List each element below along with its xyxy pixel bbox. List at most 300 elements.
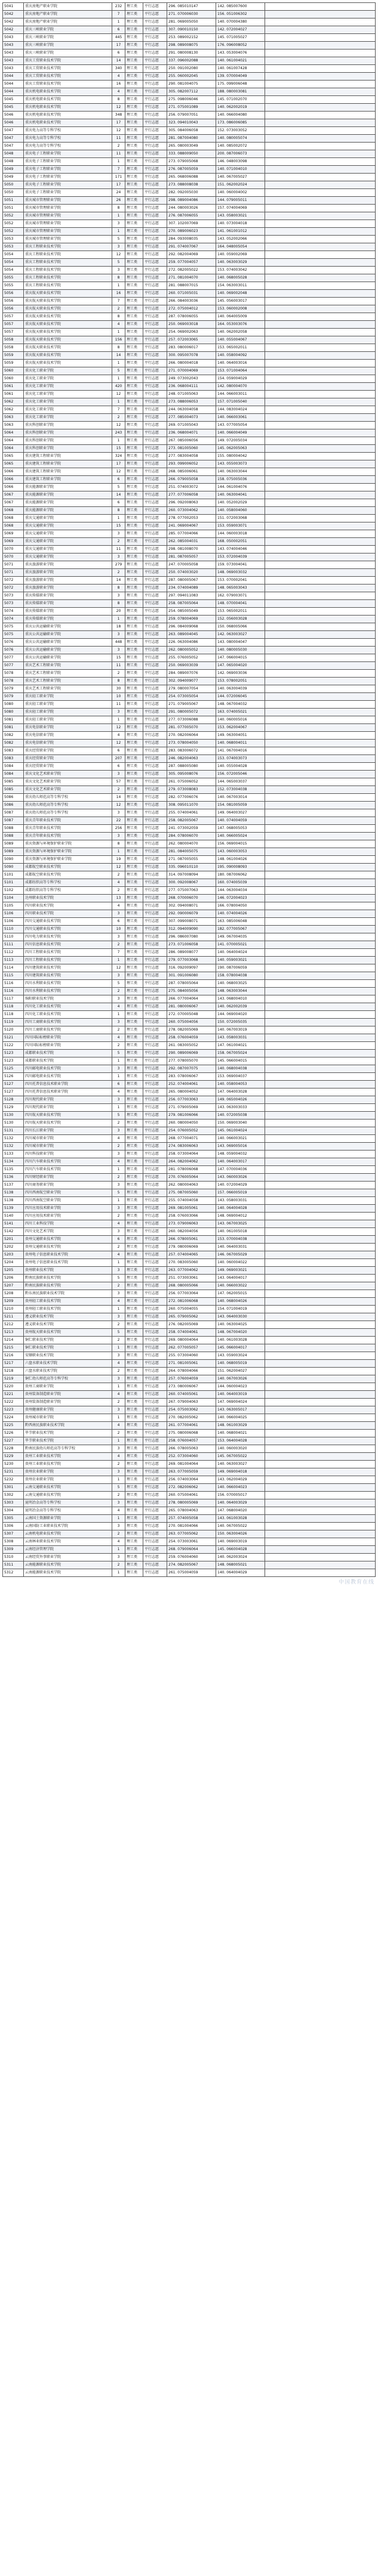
plan-count-cell: 1	[112, 1166, 125, 1174]
school-code-cell: 5134	[3, 1158, 24, 1166]
plan-count-cell: 3	[112, 809, 125, 817]
admission-mode-cell: 平行志愿	[143, 1120, 167, 1127]
plan-count-cell: 5	[112, 1112, 125, 1120]
school-name-cell: 铜仁职业技术学院	[24, 1344, 112, 1352]
school-code-cell: 5064	[3, 437, 24, 445]
table-row	[3, 879, 376, 887]
admission-mode-cell: 平行志愿	[143, 1081, 167, 1088]
subject-type-cell: 理工类	[125, 414, 143, 422]
empty-cell	[265, 1515, 376, 1523]
school-name-cell: 重庆建筑工程职业学院	[24, 460, 112, 468]
admission-mode-cell: 平行志愿	[143, 1523, 167, 1530]
score-cell: 261. 075004059	[167, 1569, 216, 1577]
score-cell: 275. 098006046	[167, 96, 216, 104]
school-name-cell: 成都纺织高等专科学校	[24, 879, 112, 887]
admission-mode-cell: 平行志愿	[143, 491, 167, 499]
admission-mode-cell: 平行志愿	[143, 1298, 167, 1306]
subject-type-cell: 理工类	[125, 670, 143, 678]
school-name-cell: 重庆轻工职业学院	[24, 709, 112, 716]
school-name-cell: 重庆电子工程职业学院	[24, 166, 112, 174]
admission-mode-cell: 平行志愿	[143, 344, 167, 352]
plan-count-cell: 348	[112, 112, 125, 119]
empty-cell	[265, 150, 376, 158]
rank-cell: 143. 074004046	[216, 546, 265, 553]
subject-type-cell: 理工类	[125, 553, 143, 561]
empty-cell	[265, 592, 376, 600]
score-cell: 264. 082004062	[167, 1158, 216, 1166]
school-code-cell: 5218	[3, 1368, 24, 1375]
school-name-cell: 重庆文化艺术职业学院	[24, 786, 112, 794]
score-cell: 270. 089006023	[167, 228, 216, 236]
score-cell: 300. 092008067	[167, 879, 216, 887]
score-cell: 283. 080006017	[167, 344, 216, 352]
score-cell: 259. 077004057	[167, 259, 216, 267]
table-row	[3, 1569, 376, 1577]
score-cell: 259. 076004060	[167, 1554, 216, 1561]
plan-count-cell: 207	[112, 755, 125, 763]
plan-count-cell: 7	[112, 949, 125, 957]
subject-type-cell: 理工类	[125, 887, 143, 895]
subject-type-cell: 理工类	[125, 569, 143, 577]
score-cell: 291. 074007067	[167, 243, 216, 251]
admission-mode-cell: 平行志愿	[143, 639, 167, 647]
score-cell: 262. 077005057	[167, 1344, 216, 1352]
rank-cell: 153. 071004064	[216, 367, 265, 375]
admission-mode-cell: 平行志愿	[143, 81, 167, 88]
rank-cell: 140. 064003017	[216, 1158, 265, 1166]
school-name-cell: 重庆工程职业技术学院	[24, 274, 112, 282]
admission-mode-cell: 平行志愿	[143, 910, 167, 918]
admission-mode-cell: 平行志愿	[143, 158, 167, 166]
admission-mode-cell: 平行志愿	[143, 1259, 167, 1267]
table-row	[3, 65, 376, 73]
school-name-cell: 重庆三峡职业学院	[24, 50, 112, 57]
admission-mode-cell: 平行志愿	[143, 1065, 167, 1073]
subject-type-cell: 理工类	[125, 104, 143, 112]
admission-mode-cell: 平行志愿	[143, 724, 167, 732]
rank-cell: 140. 067003026	[216, 1375, 265, 1383]
school-name-cell: 重庆电子工程职业学院	[24, 181, 112, 189]
subject-type-cell: 理工类	[125, 112, 143, 119]
table-row	[3, 910, 376, 918]
score-cell: 298. 089004086	[167, 197, 216, 205]
score-cell: 273. 088006053	[167, 398, 216, 406]
table-row	[3, 352, 376, 360]
score-cell: 272. 070005048	[167, 1011, 216, 1019]
subject-type-cell: 理工类	[125, 57, 143, 65]
score-cell: 291. 080005072	[167, 709, 216, 716]
school-code-cell: 5054	[3, 251, 24, 259]
rank-cell: 140. 069003019	[216, 1538, 265, 1546]
plan-count-cell: 8	[112, 507, 125, 515]
empty-cell	[265, 740, 376, 747]
school-name-cell: 重庆经贸职业学院	[24, 747, 112, 755]
empty-cell	[265, 1143, 376, 1151]
table-row	[3, 228, 376, 236]
school-code-cell: 5071	[3, 569, 24, 577]
plan-count-cell: 6	[112, 1081, 125, 1088]
school-name-cell: 重庆青年职业技术学院	[24, 817, 112, 825]
school-code-cell: 5231	[3, 1468, 24, 1476]
subject-type-cell: 理工类	[125, 1143, 143, 1151]
admission-mode-cell: 平行志愿	[143, 879, 167, 887]
school-code-cell: 5076	[3, 639, 24, 647]
plan-count-cell: 3	[112, 1182, 125, 1189]
score-cell: 255. 074004058	[167, 1197, 216, 1205]
score-cell: 268. 079006064	[167, 1546, 216, 1554]
rank-cell: 140. 055004028	[216, 763, 265, 771]
table-row	[3, 1360, 376, 1368]
school-name-cell: 云南经济管理学院	[24, 1546, 112, 1554]
school-code-cell: 5129	[3, 1104, 24, 1112]
school-code-cell: 5225	[3, 1422, 24, 1430]
empty-cell	[265, 282, 376, 290]
empty-cell	[265, 608, 376, 616]
school-code-cell: 5075	[3, 631, 24, 639]
empty-cell	[265, 1158, 376, 1166]
score-cell: 271. 087005055	[167, 856, 216, 864]
score-cell: 287. 078005064	[167, 980, 216, 988]
school-name-cell: 重庆电信职业学院	[24, 732, 112, 740]
plan-count-cell: 2	[112, 1213, 125, 1220]
plan-count-cell: 3	[112, 530, 125, 538]
rank-cell: 147. 068005053	[216, 825, 265, 833]
school-name-cell: 四川现代职业学院	[24, 1104, 112, 1112]
table-row	[3, 654, 376, 662]
school-code-cell: 5068	[3, 507, 24, 515]
subject-type-cell: 理工类	[125, 81, 143, 88]
rank-cell: 140. 063003044	[216, 468, 265, 476]
rank-cell: 140. 074004026	[216, 910, 265, 918]
plan-count-cell: 1	[112, 375, 125, 383]
school-name-cell: 重庆电子工程职业学院	[24, 189, 112, 197]
subject-type-cell: 理工类	[125, 833, 143, 840]
admission-mode-cell: 平行志愿	[143, 616, 167, 623]
subject-type-cell: 理工类	[125, 1430, 143, 1437]
table-row	[3, 709, 376, 716]
empty-cell	[265, 367, 376, 375]
subject-type-cell: 理工类	[125, 1034, 143, 1042]
table-row	[3, 73, 376, 81]
plan-count-cell: 1	[112, 1546, 125, 1554]
school-code-cell: 5051	[3, 205, 24, 212]
admission-mode-cell: 平行志愿	[143, 65, 167, 73]
empty-cell	[265, 73, 376, 81]
admission-mode-cell: 平行志愿	[143, 259, 167, 267]
table-row	[3, 1213, 376, 1220]
score-cell: 273. 079006063	[167, 1220, 216, 1228]
plan-count-cell: 2	[112, 1042, 125, 1050]
rank-cell: 153. 070002041	[216, 577, 265, 585]
score-cell: 236. 068004111	[167, 383, 216, 391]
empty-cell	[265, 918, 376, 926]
school-code-cell: 5054	[3, 267, 24, 274]
score-cell: 263. 089004045	[167, 631, 216, 639]
admission-mode-cell: 平行志愿	[143, 298, 167, 305]
subject-type-cell: 理工类	[125, 647, 143, 654]
empty-cell	[265, 972, 376, 980]
score-cell: 276. 087006055	[167, 212, 216, 220]
school-code-cell: 5101	[3, 871, 24, 879]
table-row	[3, 112, 376, 119]
subject-type-cell: 理工类	[125, 336, 143, 344]
score-cell: 270. 083005060	[167, 1259, 216, 1267]
empty-cell	[265, 910, 376, 918]
score-cell: 305. 095008076	[167, 771, 216, 778]
school-name-cell: 云南机电职业技术学院	[24, 1530, 112, 1538]
subject-type-cell: 理工类	[125, 980, 143, 988]
table-row	[3, 1065, 376, 1073]
table-row	[3, 794, 376, 802]
admission-mode-cell: 平行志愿	[143, 375, 167, 383]
table-row	[3, 1112, 376, 1120]
empty-cell	[265, 1399, 376, 1406]
school-code-cell: 5306	[3, 1523, 24, 1530]
plan-count-cell: 2	[112, 538, 125, 546]
school-code-cell: 5068	[3, 522, 24, 530]
school-code-cell: 5090	[3, 864, 24, 871]
empty-cell	[265, 1360, 376, 1368]
subject-type-cell: 理工类	[125, 143, 143, 150]
table-row	[3, 786, 376, 794]
rank-cell: 140. 067003019	[216, 1026, 265, 1034]
school-code-cell: 5053	[3, 243, 24, 251]
table-row	[3, 553, 376, 561]
admission-mode-cell: 平行志愿	[143, 1050, 167, 1057]
school-name-cell: 贵州城市职业学院	[24, 1414, 112, 1422]
table-row	[3, 96, 376, 104]
plan-count-cell: 4	[112, 88, 125, 96]
table-row	[3, 305, 376, 313]
rank-cell: 143. 063005017	[216, 1406, 265, 1414]
empty-cell	[265, 1437, 376, 1445]
score-cell: 256. 077003064	[167, 1290, 216, 1298]
school-code-cell: 5042	[3, 11, 24, 18]
school-code-cell: 5045	[3, 96, 24, 104]
school-name-cell: 重庆传媒职业学院	[24, 600, 112, 608]
table-row	[3, 1422, 376, 1430]
empty-cell	[265, 600, 376, 608]
table-row	[3, 313, 376, 321]
school-code-cell: 5227	[3, 1437, 24, 1445]
rank-cell: 142. 085007600	[216, 3, 265, 11]
table-row	[3, 1050, 376, 1057]
plan-count-cell: 1	[112, 515, 125, 522]
score-cell: 290. 081004075	[167, 81, 216, 88]
score-cell: 274. 083006063	[167, 1143, 216, 1151]
rank-cell: 143. 059003024	[216, 1352, 265, 1360]
table-row	[3, 1414, 376, 1422]
admission-mode-cell: 平行志愿	[143, 786, 167, 794]
school-code-cell: 5064	[3, 445, 24, 453]
plan-count-cell: 3	[112, 1352, 125, 1360]
plan-count-cell: 3	[112, 1127, 125, 1135]
subject-type-cell: 理工类	[125, 88, 143, 96]
admission-mode-cell: 平行志愿	[143, 119, 167, 127]
empty-cell	[265, 701, 376, 709]
subject-type-cell: 理工类	[125, 205, 143, 212]
table-row	[3, 243, 376, 251]
subject-type-cell: 理工类	[125, 957, 143, 964]
table-row	[3, 887, 376, 895]
admission-mode-cell: 平行志愿	[143, 1344, 167, 1352]
subject-type-cell: 理工类	[125, 1057, 143, 1065]
subject-type-cell: 理工类	[125, 1267, 143, 1275]
plan-count-cell: 5	[112, 1275, 125, 1282]
admission-mode-cell: 平行志愿	[143, 282, 167, 290]
empty-cell	[265, 484, 376, 491]
subject-type-cell: 理工类	[125, 1461, 143, 1468]
empty-cell	[265, 1561, 376, 1569]
rank-cell: 147. 070004036	[216, 1166, 265, 1174]
empty-cell	[265, 1251, 376, 1259]
admission-mode-cell: 平行志愿	[143, 678, 167, 685]
empty-cell	[265, 507, 376, 515]
empty-cell	[265, 871, 376, 879]
subject-type-cell: 理工类	[125, 1445, 143, 1453]
score-cell: 273. 088008038	[167, 181, 216, 189]
school-name-cell: 贵州电子信息职业技术学院	[24, 1251, 112, 1259]
plan-count-cell: 5	[112, 484, 125, 491]
table-row	[3, 1468, 376, 1476]
empty-cell	[265, 398, 376, 406]
plan-count-cell: 3	[112, 1228, 125, 1236]
admission-mode-cell: 平行志愿	[143, 817, 167, 825]
school-code-cell: 5210	[3, 1306, 24, 1313]
empty-cell	[265, 585, 376, 592]
score-cell: 254. 073005054	[167, 693, 216, 701]
score-cell: 298. 089008075	[167, 42, 216, 50]
admission-mode-cell: 平行志愿	[143, 1499, 167, 1507]
admission-mode-cell: 平行志愿	[143, 778, 167, 786]
school-code-cell: 5127	[3, 1081, 24, 1088]
table-row	[3, 693, 376, 701]
school-name-cell: 重庆化工职业学院	[24, 406, 112, 414]
school-code-cell: 5086	[3, 802, 24, 809]
subject-type-cell: 理工类	[125, 1003, 143, 1011]
empty-cell	[265, 189, 376, 197]
empty-cell	[265, 1406, 376, 1414]
score-cell: 277. 078005070	[167, 1057, 216, 1065]
empty-cell	[265, 833, 376, 840]
empty-cell	[265, 1065, 376, 1073]
plan-count-cell: 3	[112, 1523, 125, 1530]
rank-cell: 157. 066005019	[216, 1189, 265, 1197]
school-code-cell: 5228	[3, 1445, 24, 1453]
plan-count-cell: 2	[112, 1174, 125, 1182]
rank-cell: 140. 066003061	[216, 414, 265, 422]
subject-type-cell: 理工类	[125, 1523, 143, 1530]
score-cell: 266. 080004018	[167, 360, 216, 367]
school-name-cell: 重庆工贸职业技术学院	[24, 57, 112, 65]
subject-type-cell: 理工类	[125, 360, 143, 367]
subject-type-cell: 理工类	[125, 422, 143, 429]
table-row	[3, 135, 376, 143]
rank-cell: 182. 077005067	[216, 926, 265, 933]
admission-mode-cell: 平行志愿	[143, 995, 167, 1003]
score-cell: 268. 070006070	[167, 895, 216, 902]
school-name-cell: 云南能源职业技术学院	[24, 1561, 112, 1569]
table-row	[3, 57, 376, 65]
empty-cell	[265, 616, 376, 623]
school-name-cell: 重庆公共运输职业学院	[24, 647, 112, 654]
school-code-cell: 5069	[3, 530, 24, 538]
school-code-cell: 5088	[3, 833, 24, 840]
empty-cell	[265, 352, 376, 360]
plan-count-cell: 3	[112, 1267, 125, 1275]
plan-count-cell: 1	[112, 1259, 125, 1267]
rank-cell: 151. 062002024	[216, 181, 265, 189]
table-row	[3, 1507, 376, 1515]
table-row	[3, 1275, 376, 1282]
table-row	[3, 290, 376, 298]
school-name-cell: 云南国土资源职业学院	[24, 1515, 112, 1523]
school-name-cell: 重庆化工职业学院	[24, 375, 112, 383]
rank-cell: 148. 061003029	[216, 1422, 265, 1430]
empty-cell	[265, 1523, 376, 1530]
school-name-cell: 重庆三峡职业学院	[24, 34, 112, 42]
school-name-cell: 四川城市职业学院	[24, 1135, 112, 1143]
plan-count-cell: 3	[112, 972, 125, 980]
subject-type-cell: 理工类	[125, 1065, 143, 1073]
subject-type-cell: 理工类	[125, 1530, 143, 1538]
empty-cell	[265, 34, 376, 42]
rank-cell: 157. 071005040	[216, 398, 265, 406]
table-row	[3, 1453, 376, 1461]
table-row	[3, 647, 376, 654]
table-row	[3, 616, 376, 623]
table-row	[3, 406, 376, 414]
table-row	[3, 1236, 376, 1244]
plan-count-cell: 3	[112, 1065, 125, 1073]
plan-count-cell: 8	[112, 678, 125, 685]
plan-count-cell: 4	[112, 879, 125, 887]
admission-mode-cell: 平行志愿	[143, 1337, 167, 1344]
table-row	[3, 972, 376, 980]
empty-cell	[265, 1499, 376, 1507]
school-name-cell: 四川交通职业技术学院	[24, 926, 112, 933]
admission-mode-cell: 平行志愿	[143, 515, 167, 522]
rank-cell: 143. 060003053	[216, 848, 265, 856]
empty-cell	[265, 135, 376, 143]
plan-count-cell: 2	[112, 1430, 125, 1437]
school-name-cell: 重庆旅游职业学院	[24, 561, 112, 569]
score-cell: 281. 087005057	[167, 553, 216, 561]
subject-type-cell: 理工类	[125, 491, 143, 499]
empty-cell	[265, 3, 376, 11]
score-cell: 262. 085004031	[167, 538, 216, 546]
subject-type-cell: 理工类	[125, 445, 143, 453]
school-name-cell: 六盘水职业技术学院	[24, 1368, 112, 1375]
score-cell: 307. 102007069	[167, 220, 216, 228]
table-row	[3, 236, 376, 243]
school-code-cell: 5059	[3, 360, 24, 367]
score-cell: 265. 068006088	[167, 174, 216, 181]
empty-cell	[265, 1073, 376, 1081]
school-name-cell: 重庆电力高等专科学校	[24, 143, 112, 150]
score-cell: 257. 074005058	[167, 1515, 216, 1523]
empty-cell	[265, 957, 376, 964]
subject-type-cell: 理工类	[125, 902, 143, 910]
table-row	[3, 1461, 376, 1468]
subject-type-cell: 理工类	[125, 949, 143, 957]
rank-cell: 147. 065004020	[216, 662, 265, 670]
subject-type-cell: 理工类	[125, 561, 143, 569]
plan-count-cell: 2	[112, 1244, 125, 1251]
subject-type-cell: 理工类	[125, 1127, 143, 1135]
school-code-cell: 5062	[3, 398, 24, 406]
subject-type-cell: 理工类	[125, 895, 143, 902]
